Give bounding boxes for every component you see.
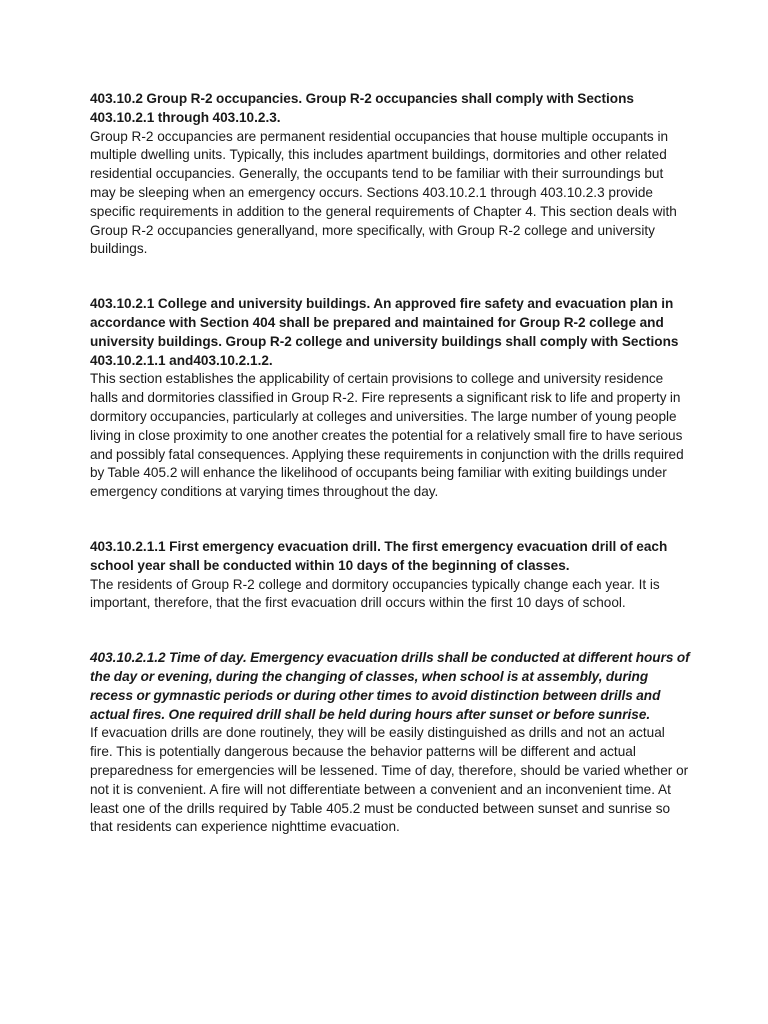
section-body: If evacuation drills are done routinely, they will be easily distinguished as drills and not an actual fire. This is potentially dangerous because the behavior patterns will be different and actual preparedness for emergencies will be lessened. Time of day, therefore, should be varied whether or not it is convenient. A fire will not differentiate between a convenient and an inconvenient time. At least one of the drills required by Table 405.2 must be conducted between sunset and sunrise so that residents can experience nighttime evacuation. xyxy=(90,725,689,835)
section-heading: 403.10.2.1 College and university buildings. An approved fire safety and evacuation plan in accordance with Section 404 shall be prepared and maintained for Group R-2 college and university buildings. Group R-2 college and university buildings shall comply with Sections 403.10.2.1.1 and403.10.2.1.2. xyxy=(90,296,679,368)
section-403-10-2-1-2 xyxy=(90,649,690,837)
section-heading: 403.10.2.1.2 Time of day. Emergency evacuation drills shall be conducted at different hours of the day or evening, during the changing of classes, when school is at assembly, during recess or gymnastic periods or during other times to avoid distinction between drills and actual fires. One required drill shall be held during hours after sunset or before sunrise. xyxy=(90,650,690,722)
section-body: This section establishes the applicability of certain provisions to college and university residence halls and dormitories classified in Group R-2. Fire represents a significant risk to life and property in dormitory occupancies, particularly at colleges and universities. The large number of young people living in close proximity to one another creates the potential for a relatively small fire to have serious and possibly fatal consequences. Applying these requirements in conjunction with the drills required by Table 405.2 will enhance the likelihood of occupants being familiar with exiting buildings under emergency conditions at varying times throughout the day. xyxy=(90,371,684,500)
section-heading: 403.10.2 Group R-2 occupancies. Group R-2 occupancies shall comply with Sections 403.10.2.1 through 403.10.2.3. xyxy=(90,91,634,125)
section-body: The residents of Group R-2 college and dormitory occupancies typically change each year. It is important, therefore, that the first evacuation drill occurs within the first 10 days of school. xyxy=(90,576,660,611)
section-403-10-2 xyxy=(90,90,690,259)
document-page xyxy=(90,90,690,837)
section-403-10-2-1-1 xyxy=(90,538,690,613)
section-403-10-2-1 xyxy=(90,295,690,502)
section-body: Group R-2 occupancies are permanent residential occupancies that house multiple occupants in multiple dwelling units. Typically, this includes apartment buildings, dormitories and other related residential occupancies. Generally, the occupants tend to be familiar with their surroundings but may be sleeping when an emergency occurs. Sections 403.10.2.1 through 403.10.2.3 provide specific requirements in addition to the general requirements of Chapter 4. This section deals with Group R-2 occupancies generallyand, more specifically, with Group R-2 college and university buildings. xyxy=(90,128,677,257)
section-heading: 403.10.2.1.1 First emergency evacuation drill. The first emergency evacuation drill of each school year shall be conducted within 10 days of the beginning of classes. xyxy=(90,538,668,573)
